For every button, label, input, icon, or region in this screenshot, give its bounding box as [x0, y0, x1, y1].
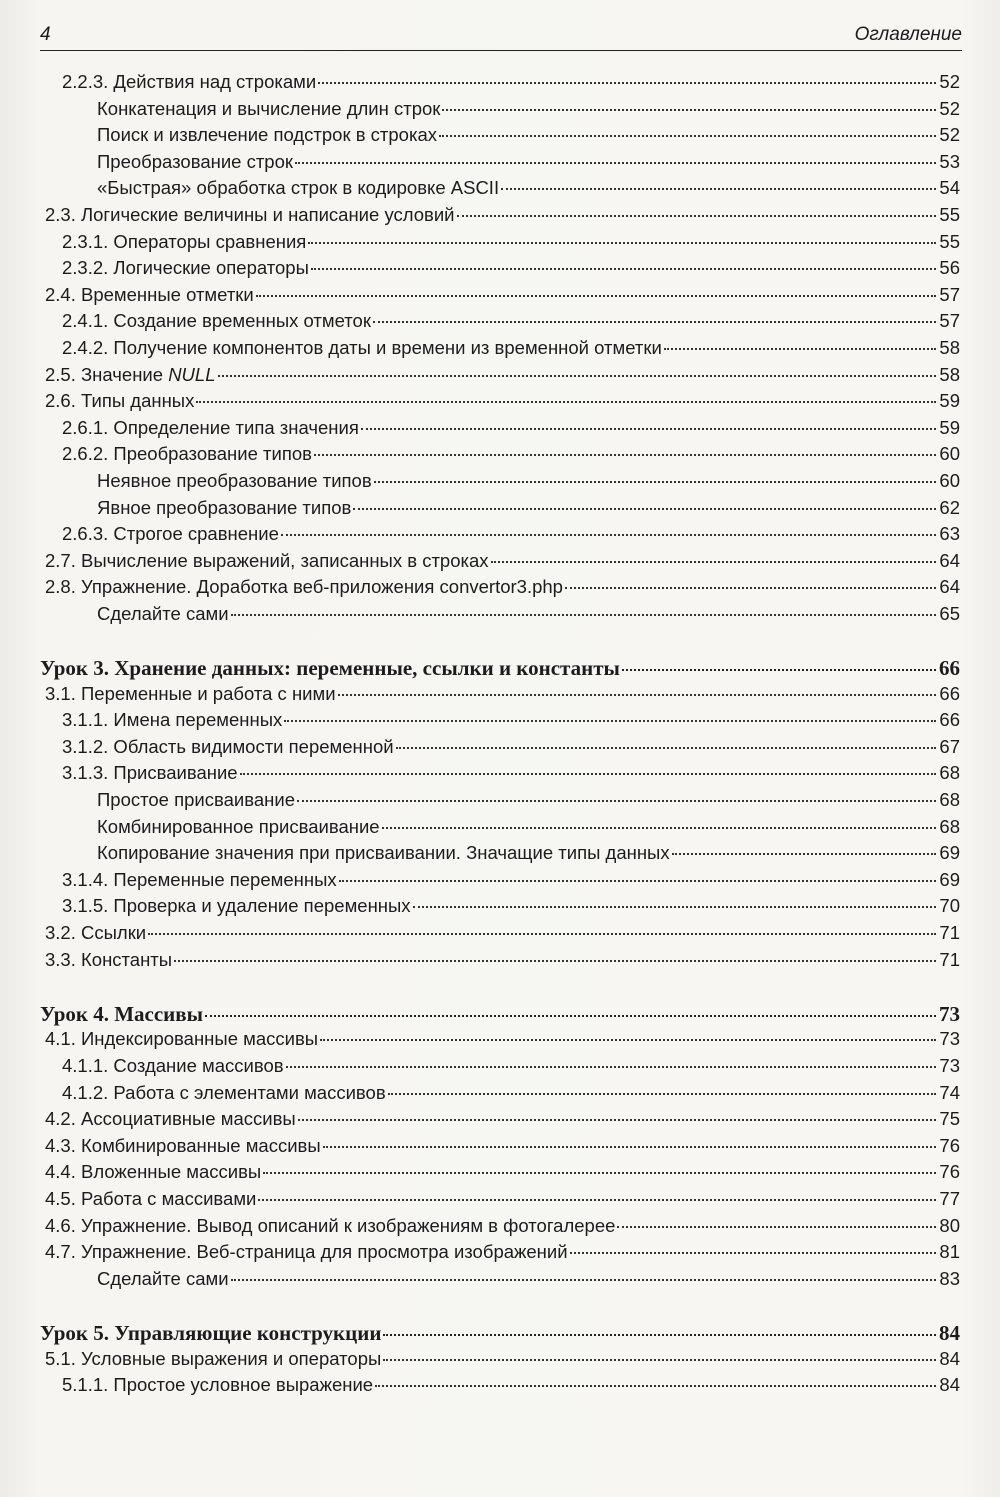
- toc-entry-page: 59: [939, 390, 960, 412]
- toc-entry: [40, 762, 960, 789]
- toc-entry-title: 5.1. Условные выражения и операторы: [45, 1347, 382, 1369]
- toc-entry-title: Копирование значения при присваивании. Значащие типы данных: [97, 842, 670, 864]
- toc-entry: [40, 310, 960, 337]
- toc-entry: [40, 683, 960, 710]
- dot-leader: [318, 82, 936, 84]
- toc-entry-title: 4.7. Упражнение. Веб-страница для просмотра изображений: [45, 1241, 568, 1263]
- dot-leader: [231, 614, 937, 616]
- toc-entry-page: 52: [939, 97, 960, 119]
- toc-entry-title: 4.2. Ассоциативные массивы: [45, 1108, 296, 1130]
- toc-entry-title: 2.4. Временные отметки: [45, 283, 254, 305]
- toc-entry: [40, 1241, 960, 1268]
- toc-entry-title: 4.1.2. Работа с элементами массивов: [62, 1081, 386, 1103]
- toc-entry-page: 73: [939, 1001, 960, 1026]
- dot-leader: [383, 1334, 936, 1336]
- toc-entry-page: 64: [939, 549, 960, 571]
- toc-entry-page: 65: [939, 602, 960, 624]
- dot-leader: [353, 508, 936, 510]
- dot-leader: [297, 800, 936, 802]
- table-of-contents: [40, 71, 960, 1401]
- dot-leader: [617, 1226, 936, 1228]
- toc-entry-page: 58: [939, 363, 960, 385]
- toc-entry-title: 3.1.5. Проверка и удаление переменных: [62, 895, 411, 917]
- toc-entry-page: 53: [939, 150, 960, 172]
- dot-leader: [375, 1385, 936, 1387]
- toc-entry-page: 73: [939, 1054, 960, 1076]
- toc-entry-page: 76: [939, 1161, 960, 1183]
- toc-entry-title: 4.6. Упражнение. Вывод описаний к изображениям в фотогалерее: [45, 1214, 616, 1236]
- toc-entry-page: 71: [939, 948, 960, 970]
- dot-leader: [374, 481, 937, 483]
- toc-entry-title: 4.3. Комбинированные массивы: [45, 1134, 321, 1156]
- page-number: 4: [40, 24, 51, 45]
- toc-entry-page: 75: [939, 1108, 960, 1130]
- toc-entry-title: 2.6. Типы данных: [45, 390, 195, 412]
- toc-entry-title: 2.4.2. Получение компонентов даты и времени из временной отметки: [62, 336, 662, 358]
- toc-entry-page: 83: [939, 1267, 960, 1289]
- toc-entry: [40, 895, 960, 922]
- toc-entry: [40, 1268, 960, 1295]
- dot-leader: [501, 188, 936, 190]
- toc-entry-title: 2.2.3. Действия над строками: [62, 71, 317, 92]
- toc-entry-page: 63: [939, 523, 960, 545]
- dot-leader: [457, 215, 937, 217]
- toc-entry-page: 66: [939, 656, 960, 681]
- toc-entry: [40, 151, 960, 178]
- toc-entry-title: «Быстрая» обработка строк в кодировке ASCII: [97, 177, 500, 199]
- dot-leader: [622, 669, 936, 671]
- toc-entry-title: Простое присваивание: [97, 789, 295, 811]
- toc-entry: [40, 1215, 960, 1242]
- dot-leader: [565, 587, 936, 589]
- toc-entry-page: 70: [939, 895, 960, 917]
- toc-entry-title: 2.3.2. Логические операторы: [62, 257, 309, 279]
- toc-entry-title: 2.7. Вычисление выражений, записанных в строках: [45, 549, 489, 571]
- toc-entry-page: 56: [939, 257, 960, 279]
- toc-entry: [40, 949, 960, 976]
- toc-entry-page: 57: [939, 310, 960, 332]
- toc-entry-page: 59: [939, 416, 960, 438]
- toc-entry-title: Сделайте сами: [97, 1267, 229, 1289]
- toc-entry: [40, 98, 960, 125]
- toc-entry-title: 2.3. Логические величины и написание условий: [45, 203, 455, 225]
- dot-leader: [196, 401, 936, 403]
- toc-entry-title: Преобразование строк: [97, 150, 293, 172]
- toc-entry-title: 4.5. Работа с массивами: [45, 1187, 257, 1209]
- toc-entry-page: 68: [939, 789, 960, 811]
- toc-entry: [40, 231, 960, 258]
- toc-entry: [40, 124, 960, 151]
- dot-leader: [258, 1199, 936, 1201]
- toc-entry-title: Конкатенация и вычисление длин строк: [97, 97, 441, 119]
- toc-entry-title: Сделайте сами: [97, 602, 229, 624]
- toc-entry-title-italic: NULL: [168, 363, 216, 385]
- toc-entry: [40, 1161, 960, 1188]
- toc-entry-title: 3.1.3. Присваивание: [62, 762, 238, 784]
- toc-entry: [40, 550, 960, 577]
- toc-entry-title: Урок 5. Управляющие конструкции: [40, 1320, 382, 1345]
- dot-leader: [256, 295, 937, 297]
- toc-entry-title: 2.4.1. Создание временных отметок: [62, 310, 371, 332]
- dot-leader: [295, 162, 936, 164]
- toc-entry-title: 2.6.3. Строгое сравнение: [62, 523, 279, 545]
- toc-entry: [40, 576, 960, 603]
- toc-entry: [40, 789, 960, 816]
- toc-entry: [40, 1374, 960, 1401]
- running-title: Оглавление: [854, 24, 962, 45]
- toc-lesson-heading: [40, 656, 960, 683]
- toc-entry-page: 73: [939, 1028, 960, 1050]
- toc-entry-title: Комбинированное присваивание: [97, 815, 380, 837]
- section-gap: [40, 975, 960, 1002]
- toc-entry: [40, 284, 960, 311]
- dot-leader: [298, 1119, 937, 1121]
- toc-entry-page: 84: [939, 1374, 960, 1396]
- toc-entry: [40, 204, 960, 231]
- toc-entry: [40, 257, 960, 284]
- dot-leader: [413, 906, 937, 908]
- dot-leader: [205, 1015, 936, 1017]
- toc-entry-title: 4.1. Индексированные массивы: [45, 1028, 319, 1050]
- dot-leader: [491, 561, 937, 563]
- toc-entry-title: 4.4. Вложенные массивы: [45, 1161, 262, 1183]
- toc-entry-title: 3.1. Переменные и работа с ними: [45, 682, 336, 704]
- toc-entry-page: 55: [939, 203, 960, 225]
- toc-entry: [40, 364, 960, 391]
- toc-entry-title: 2.5. Значение NULL: [45, 363, 216, 385]
- toc-entry-page: 81: [939, 1241, 960, 1263]
- toc-entry-page: 54: [939, 177, 960, 199]
- toc-entry: [40, 1028, 960, 1055]
- dot-leader: [442, 109, 936, 111]
- toc-entry-title: Урок 3. Хранение данных: переменные, ссылки и константы: [40, 656, 620, 681]
- dot-leader: [338, 694, 937, 696]
- dot-leader: [388, 1093, 937, 1095]
- dot-leader: [281, 534, 937, 536]
- toc-entry-page: 77: [939, 1187, 960, 1209]
- toc-lesson-heading: [40, 1321, 960, 1348]
- toc-entry-page: 58: [939, 336, 960, 358]
- toc-entry: [40, 922, 960, 949]
- dot-leader: [382, 827, 937, 829]
- dot-leader: [323, 1146, 937, 1148]
- toc-entry: [40, 177, 960, 204]
- toc-entry-title: 2.8. Упражнение. Доработка веб-приложения convertor3.php: [45, 576, 563, 598]
- section-gap: [40, 629, 960, 656]
- toc-entry-page: 66: [939, 709, 960, 731]
- toc-entry-page: 67: [939, 735, 960, 757]
- toc-entry-title: 3.1.2. Область видимости переменной: [62, 735, 394, 757]
- toc-entry-title: 5.1.1. Простое условное выражение: [62, 1374, 374, 1396]
- toc-entry-title: Урок 4. Массивы: [40, 1001, 204, 1026]
- section-gap: [40, 1294, 960, 1321]
- dot-leader: [311, 268, 937, 270]
- toc-entry-page: 62: [939, 496, 960, 518]
- dot-leader: [286, 1066, 937, 1068]
- dot-leader: [231, 1279, 937, 1281]
- toc-entry-title: Поиск и извлечение подстрок в строках: [97, 124, 438, 146]
- dot-leader: [263, 1172, 936, 1174]
- toc-entry: [40, 497, 960, 524]
- toc-entry: [40, 470, 960, 497]
- dot-leader: [240, 773, 937, 775]
- toc-entry: [40, 842, 960, 869]
- toc-entry-page: 60: [939, 469, 960, 491]
- toc-entry-page: 64: [939, 576, 960, 598]
- toc-entry: [40, 71, 960, 98]
- toc-entry: [40, 1055, 960, 1082]
- toc-entry-page: 84: [939, 1320, 960, 1345]
- dot-leader: [664, 348, 937, 350]
- dot-leader: [361, 428, 937, 430]
- toc-entry-page: 76: [939, 1134, 960, 1156]
- toc-entry-title: Неявное преобразование типов: [97, 469, 372, 491]
- toc-entry: [40, 1135, 960, 1162]
- toc-entry-title: Явное преобразование типов: [97, 496, 352, 518]
- dot-leader: [383, 1359, 936, 1361]
- toc-entry-title: 3.3. Константы: [45, 948, 173, 970]
- dot-leader: [672, 853, 937, 855]
- toc-lesson-heading: [40, 1002, 960, 1029]
- dot-leader: [439, 135, 936, 137]
- toc-entry: [40, 417, 960, 444]
- toc-entry: [40, 390, 960, 417]
- toc-entry-page: 69: [939, 868, 960, 890]
- toc-entry-page: 57: [939, 283, 960, 305]
- toc-entry-title: 2.6.1. Определение типа значения: [62, 416, 359, 438]
- toc-entry-page: 84: [939, 1347, 960, 1369]
- toc-entry: [40, 1082, 960, 1109]
- toc-entry-title: 2.3.1. Операторы сравнения: [62, 230, 307, 252]
- toc-entry-page: 80: [939, 1214, 960, 1236]
- dot-leader: [396, 747, 937, 749]
- running-header: [40, 22, 962, 51]
- dot-leader: [148, 933, 936, 935]
- dot-leader: [570, 1252, 937, 1254]
- toc-entry-title: 3.2. Ссылки: [45, 922, 147, 943]
- toc-entry-title: 3.1.1. Имена переменных: [62, 709, 283, 731]
- dot-leader: [314, 454, 936, 456]
- toc-entry: [40, 816, 960, 843]
- dot-leader: [308, 242, 936, 244]
- toc-entry-page: 69: [939, 842, 960, 864]
- toc-entry: [40, 603, 960, 630]
- toc-entry-page: 68: [939, 815, 960, 837]
- toc-entry-page: 74: [939, 1081, 960, 1103]
- toc-entry-title: 4.1.1. Создание массивов: [62, 1054, 284, 1076]
- dot-leader: [320, 1039, 936, 1041]
- toc-entry: [40, 709, 960, 736]
- toc-entry-page: 55: [939, 230, 960, 252]
- toc-entry-page: 71: [939, 922, 960, 943]
- dot-leader: [339, 880, 937, 882]
- toc-entry-page: 52: [939, 124, 960, 146]
- toc-entry-page: 66: [939, 682, 960, 704]
- toc-entry: [40, 443, 960, 470]
- toc-entry: [40, 523, 960, 550]
- dot-leader: [174, 960, 936, 962]
- toc-entry: [40, 337, 960, 364]
- toc-entry-title: 2.6.2. Преобразование типов: [62, 443, 312, 465]
- toc-entry: [40, 736, 960, 763]
- toc-entry-page: 52: [939, 71, 960, 92]
- dot-leader: [373, 321, 936, 323]
- toc-entry-page: 68: [939, 762, 960, 784]
- toc-entry-title: 3.1.4. Переменные переменных: [62, 868, 337, 890]
- dot-leader: [284, 720, 936, 722]
- toc-entry: [40, 1348, 960, 1375]
- toc-entry: [40, 869, 960, 896]
- toc-entry: [40, 1188, 960, 1215]
- dot-leader: [218, 375, 937, 377]
- toc-entry: [40, 1108, 960, 1135]
- toc-entry-page: 60: [939, 443, 960, 465]
